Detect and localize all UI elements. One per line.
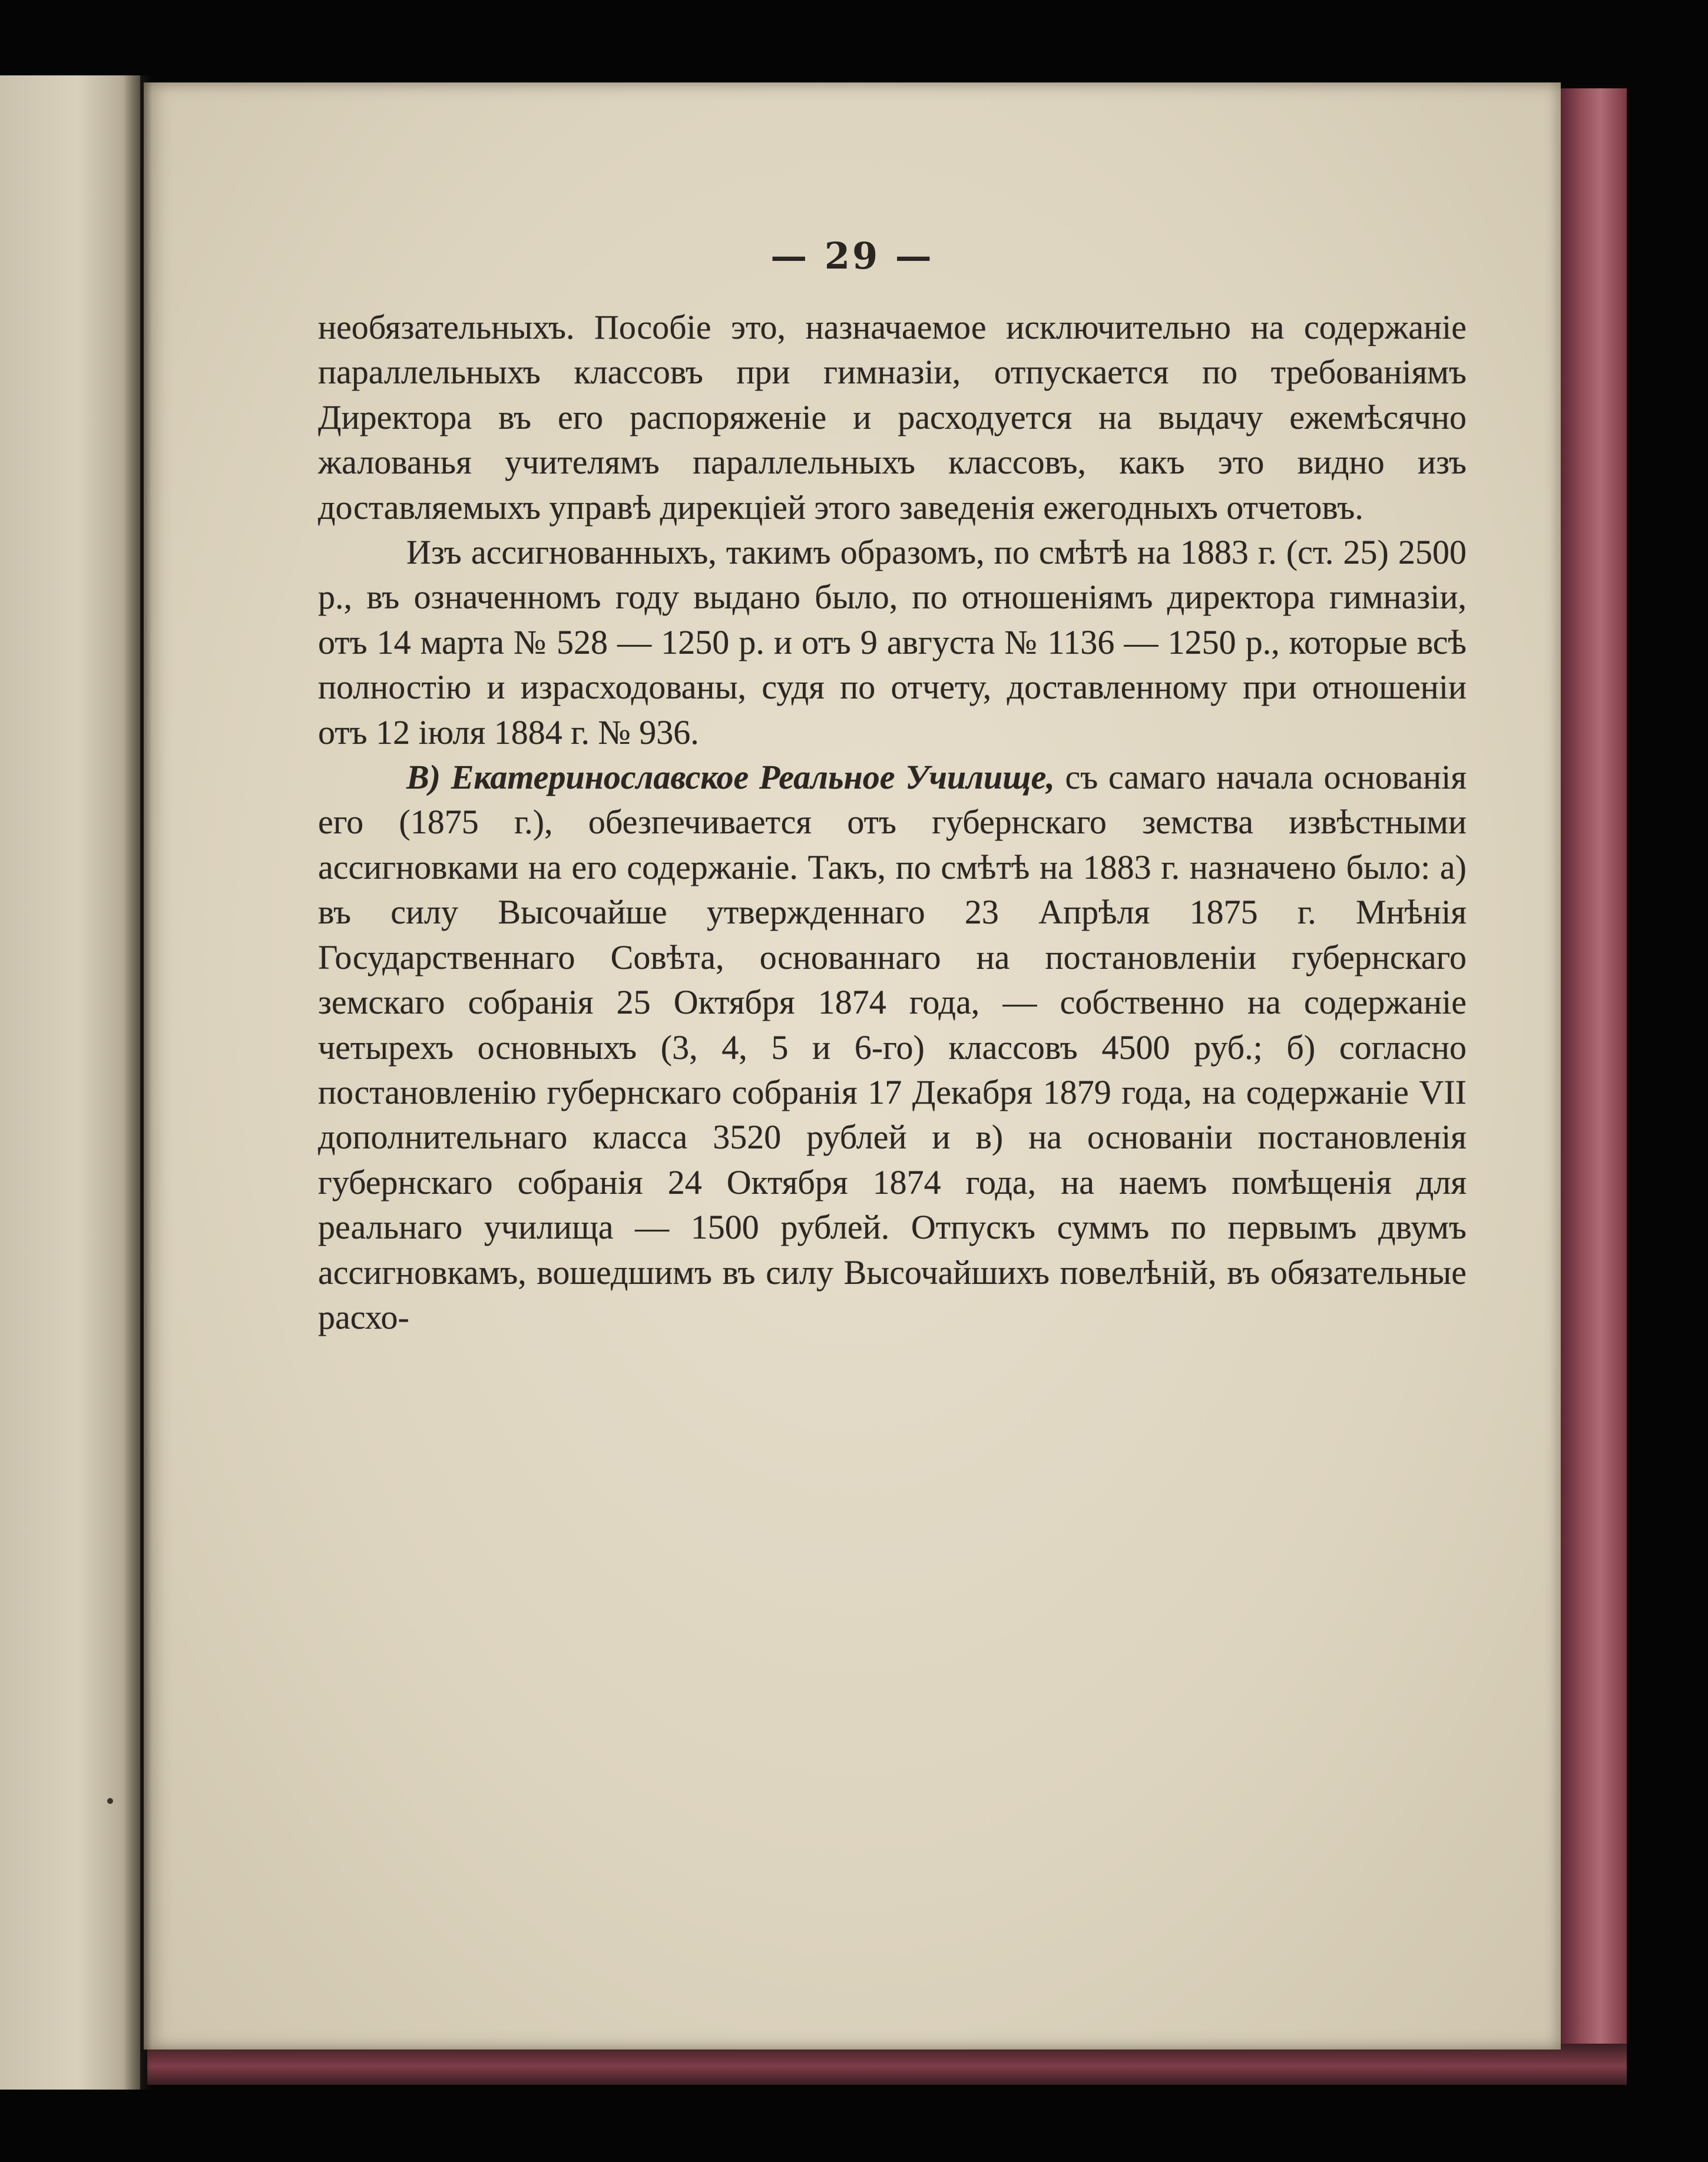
page-number: — 29 —: [770, 234, 934, 277]
paragraph-1: необязательныхъ. Пособіе это, назначаемое исключительно на содержаніе параллельныхъ классовъ при гимназіи, отпускается по требованіямъ Директора въ его распоряженіе и расходуется на выдачу ежемѣсячно жалованья учителямъ параллельныхъ классовъ, какъ это видно изъ доставляемыхъ управѣ дирекціей этого заведенія ежегодныхъ отчетовъ.: [318, 308, 1467, 527]
page-text: [318, 305, 1467, 1340]
section-title: Екатеринославское Реальное Училище,: [451, 758, 1055, 797]
section-label: В): [406, 758, 441, 797]
page-mark: [107, 1798, 113, 1804]
paragraph-2: Изъ ассигнованныхъ, такимъ образомъ, по смѣтѣ на 1883 г. (ст. 25) 2500 р., въ означенномъ году выдано было, по отношеніямъ директора гимназіи, отъ 14 марта № 528 — 1250 р. и отъ 9 августа № 1136 — 1250 р., которые всѣ полностію и израсходованы, судя по отчету, доставленному при отношеніи отъ 12 іюля 1884 г. № 936.: [318, 533, 1467, 751]
paragraph-3: [318, 755, 1467, 1340]
page-gutter-shadow: [124, 75, 152, 2090]
book-cover-bottom-edge: [147, 2044, 1627, 2085]
book-cover-edge: [1561, 88, 1627, 2085]
previous-page-edge: [0, 75, 140, 2090]
section-body: съ самаго начала основанія его (1875 г.), обезпечивается отъ губернскаго земства извѣстными ассигновками на его содержаніе. Такъ, по смѣтѣ на 1883 г. назначено было: а) въ силу Высочайше утвержденнаго 23 Апрѣля 1875 г. Мнѣнія Государственнаго Совѣта, основаннаго на постановленіи губернскаго земскаго собранія 25 Октября 1874 года, — собственно на содержаніе четырехъ основныхъ (3, 4, 5 и 6-го) классовъ 4500 руб.; б) согласно постановленію губернскаго собранія 17 Декабря 1879 года, на содержаніе VII дополнительнаго класса 3520 рублей и в) на основаніи постановленія губернскаго собранія 24 Октября 1874 года, на наемъ помѣщенія для реальнаго училища — 1500 рублей. Отпускъ суммъ по первымъ двумъ ассигновкамъ, вошедшимъ въ силу Высочайшихъ повелѣній, въ обязательные расхо-: [318, 758, 1467, 1336]
book-page: [144, 82, 1561, 2050]
